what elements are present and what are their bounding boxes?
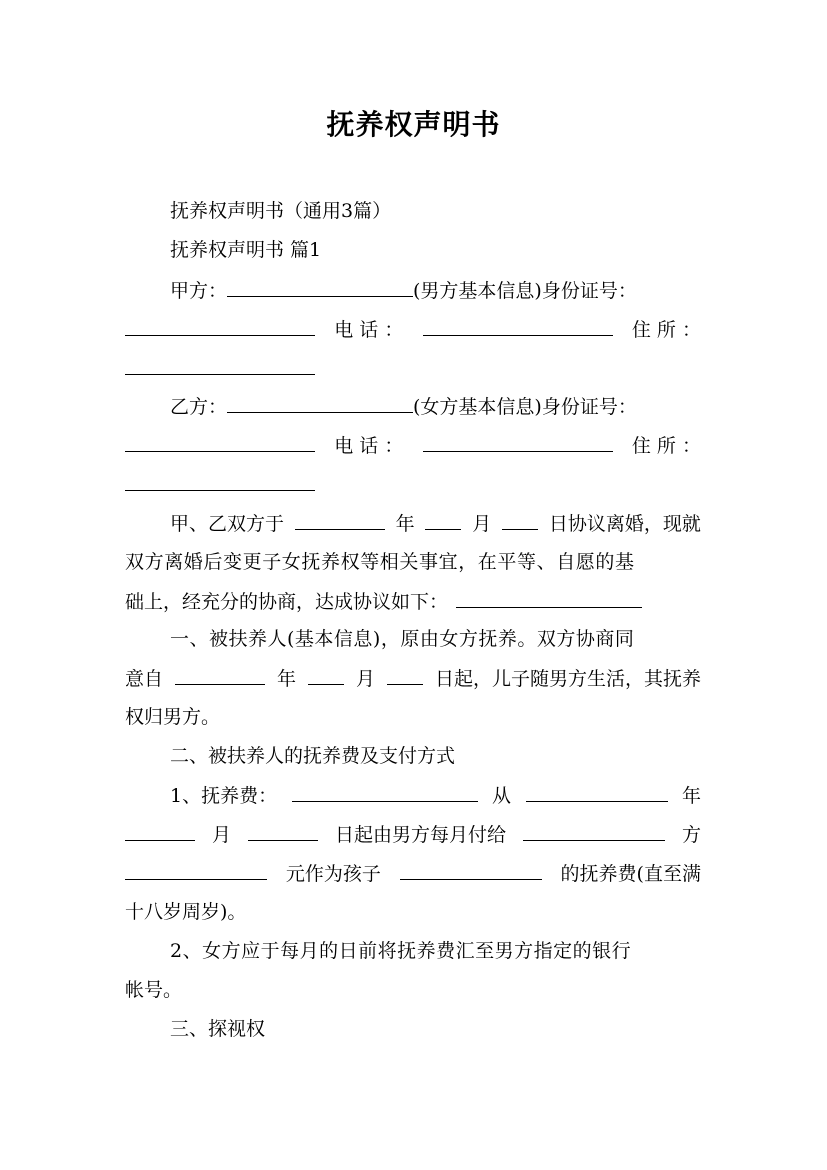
section-3-heading: 三、探视权 (170, 1018, 266, 1040)
fee-start-text: 日起由男方每月付给 (334, 824, 506, 846)
party-a-phone-blank (423, 315, 613, 336)
party-a-address-blank (125, 354, 315, 375)
party-b-address-label: 住 所 ： (631, 435, 701, 457)
party-b-id-blank (125, 431, 315, 452)
party-b-phone-blank (423, 431, 613, 452)
document-subtitle: 抚养权声明书（通用3篇） (170, 200, 392, 222)
fee-month-blank (125, 820, 195, 841)
party-b-name-blank (227, 392, 413, 413)
section-1-month-blank (308, 664, 344, 685)
fee-yuan-text: 元作为孩子 (285, 863, 381, 885)
section-1-month-label: 月 (355, 668, 375, 690)
fee-month-label: 月 (211, 824, 231, 846)
party-a-address-line (125, 354, 315, 382)
party-a-id-blank (125, 315, 315, 336)
intro-text: 甲、乙双方于 (170, 513, 285, 535)
section-1-line-1: 一、被扶养人(基本信息)，原由女方抚养。双方协商同 (170, 628, 635, 650)
intro-year-label: 年 (395, 513, 415, 535)
section-1-line-3: 权归男方。 (125, 706, 221, 728)
section-2-item-1-line-2 (125, 820, 701, 848)
party-b-contact-line (125, 431, 701, 459)
fee-recipient-blank (523, 820, 665, 841)
document-title: 抚养权声明书 (326, 108, 501, 141)
section-2-item-2-line-1: 2、女方应于每月的日前将抚养费汇至男方指定的银行 (170, 940, 632, 962)
intro-year-blank (295, 509, 385, 530)
party-b-phone-label: 电 话 ： (334, 435, 404, 457)
intro-line-3-text: 础上，经充分的协商，达成协议如下： (125, 591, 449, 613)
intro-line-3 (125, 587, 642, 615)
section-2-heading: 二、被扶养人的抚养费及支付方式 (170, 745, 456, 767)
section-1-year-label: 年 (276, 668, 296, 690)
part-heading: 抚养权声明书 篇1 (170, 239, 322, 261)
section-2-item-2-line-2: 帐号。 (125, 979, 183, 1001)
intro-month-label: 月 (472, 513, 492, 535)
party-b-label: 乙方： (170, 396, 228, 418)
fee-label: 1、抚养费： (170, 785, 278, 807)
section-1-text: 意自 (125, 668, 164, 690)
fee-end-text: 的抚养费(直至满 (560, 863, 701, 885)
section-1-text-end: 日起，儿子随男方生活，其抚养 (434, 668, 701, 690)
party-b-line (170, 392, 637, 420)
section-2-item-1-line-1 (170, 781, 701, 809)
fee-from-blank (526, 781, 668, 802)
fee-day-blank (248, 820, 318, 841)
fee-from-label: 从 (492, 785, 512, 807)
section-2-item-1-line-3 (125, 859, 701, 887)
party-a-address-label: 住 所 ： (631, 319, 701, 341)
intro-text-end: 日协议离婚，现就 (548, 513, 701, 535)
party-a-line (170, 276, 637, 304)
fee-year-label: 年 (681, 785, 701, 807)
party-a-info-label: (男方基本信息)身份证号： (413, 280, 637, 302)
section-2-item-1-line-4: 十八岁周岁)。 (125, 901, 247, 923)
section-1-day-blank (387, 664, 423, 685)
intro-line-1 (170, 509, 701, 537)
intro-month-blank (425, 509, 461, 530)
section-1-year-blank (175, 664, 265, 685)
intro-line-2: 双方离婚后变更子女抚养权等相关事宜，在平等、自愿的基 (125, 551, 635, 573)
party-b-address-line (125, 470, 315, 498)
section-1-line-2 (125, 664, 701, 692)
party-b-info-label: (女方基本信息)身份证号： (413, 396, 637, 418)
fee-yuan-blank (125, 859, 267, 880)
party-a-name-blank (227, 276, 413, 297)
party-a-label: 甲方： (170, 280, 228, 302)
party-a-contact-line (125, 315, 701, 343)
party-a-phone-label: 电 话 ： (334, 319, 404, 341)
fee-fang-label: 方 (681, 824, 701, 846)
fee-child-blank (400, 859, 542, 880)
intro-day-blank (502, 509, 538, 530)
party-b-address-blank (125, 470, 315, 491)
fee-amount-blank (292, 781, 478, 802)
agreement-blank (456, 587, 642, 608)
